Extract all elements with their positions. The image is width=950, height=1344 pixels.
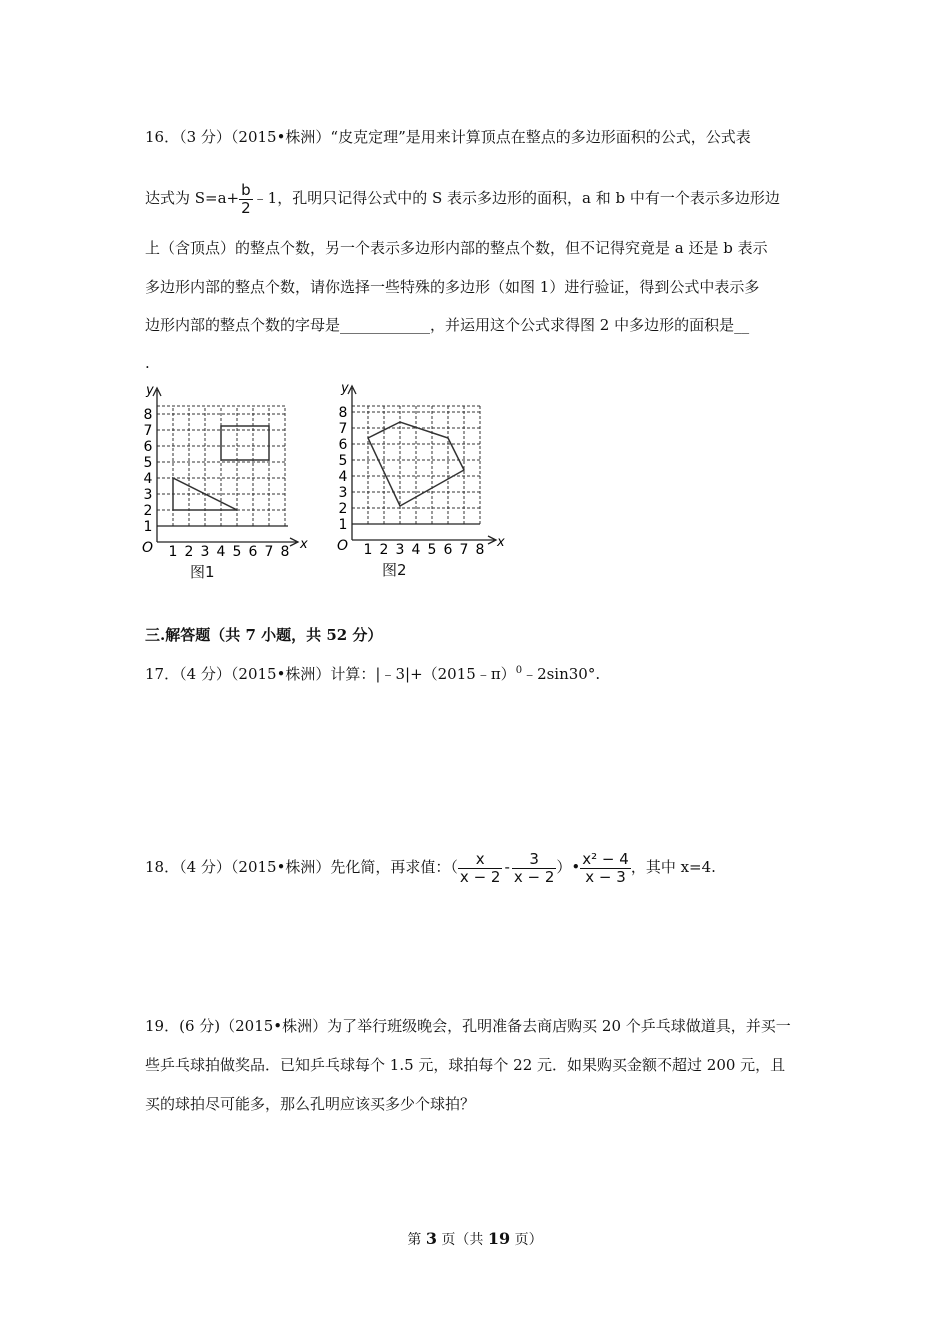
q16-line2-pre: 达式为 S=a+ (145, 189, 240, 207)
footer-mid: 页（共 (436, 1232, 488, 1248)
fraction-numerator: b (239, 182, 253, 200)
fig1-y-tick: 1 (143, 519, 153, 535)
fig1-y-tick: 7 (143, 423, 153, 439)
q17-exponent: 0 (515, 665, 523, 676)
fig2-y-tick: 1 (338, 517, 348, 533)
q17-pre: 17．（4 分）（2015•株洲）计算：|﹣3|+（2015﹣π） (145, 665, 516, 683)
q16-line1: 16．（3 分）（2015•株洲）“皮克定理”是用来计算顶点在整点的多边形面积的公式，公式表 (145, 128, 751, 146)
footer-post: 页） (510, 1232, 543, 1248)
q16-line6: . (145, 354, 150, 372)
page-footer (0, 1229, 950, 1249)
q17-post: ﹣2sin30°. (522, 665, 601, 683)
fraction-denominator: x − 3 (585, 867, 626, 886)
figure-1-grid (138, 380, 308, 560)
fig2-x-tick: 5 (427, 542, 437, 558)
q16-line2-post: ﹣1，孔明只记得公式中的 S 表示多边形的面积，a 和 b 中有一个表示多边形边 (252, 189, 780, 207)
q17-line (145, 661, 600, 684)
q16-line4: 多边形内部的整点个数，请你选择一些特殊的多边形（如图 1）进行验证，得到公式中表示多 (145, 278, 760, 296)
q16-line5: 边形内部的整点个数的字母是____________，并运用这个公式求得图 2 中多边形的面积是__ (145, 316, 750, 334)
q18-post: ，其中 x=4. (630, 858, 716, 876)
fraction-numerator: 3 (512, 851, 557, 869)
fraction-numerator: x (458, 851, 503, 869)
q16-line2 (145, 176, 780, 220)
fraction-b-over-2 (239, 182, 253, 217)
fig1-x-tick: 6 (248, 544, 258, 560)
footer-page-number: 3 (425, 1229, 437, 1248)
section-3-title: 三.解答题（共 7 小题，共 52 分） (145, 626, 383, 644)
fig1-y-tick: 2 (143, 503, 153, 519)
fig2-x-tick: 4 (411, 542, 421, 558)
q18-fraction-2 (512, 851, 557, 886)
fig1-x-tick: 2 (184, 544, 194, 560)
fig1-origin: O (142, 540, 154, 556)
fig1-x-tick: 3 (200, 544, 210, 560)
fig2-y-tick: 3 (338, 485, 348, 501)
figure-2-caption: 图2 (382, 561, 407, 579)
fig1-x-tick: 8 (280, 544, 290, 560)
fig1-x-tick: 1 (168, 544, 178, 560)
q16-line3: 上（含顶点）的整点个数，另一个表示多边形内部的整点个数，但不记得究竟是 a 还是 b 表示 (145, 239, 768, 257)
q18-minus: - (504, 858, 510, 876)
fig1-y-tick: 6 (143, 439, 153, 455)
fig2-x-tick: 3 (395, 542, 405, 558)
fig2-y-tick: 2 (338, 501, 348, 517)
q19-line1: 19．(6 分)（2015•株洲）为了举行班级晚会，孔明准备去商店购买 20 个乒乓球做道具，并买一 (145, 1017, 791, 1035)
fig1-y-tick: 5 (143, 455, 153, 471)
fig2-y-label: y (341, 381, 349, 396)
fig2-y-tick: 6 (338, 437, 348, 453)
fraction-denominator: x − 2 (459, 867, 501, 886)
fig1-x-tick: 5 (232, 544, 242, 560)
fig1-y-tick: 8 (143, 407, 153, 423)
footer-pre: 第 (407, 1232, 426, 1248)
fig2-x-tick: 8 (475, 542, 485, 558)
q18-fraction-1 (458, 851, 503, 886)
footer-total-pages: 19 (487, 1229, 511, 1248)
q18-line (145, 845, 716, 889)
fig2-x-tick: 7 (459, 542, 469, 558)
fig2-y-tick: 7 (338, 421, 348, 437)
fig2-y-tick: 4 (338, 469, 348, 485)
figure-2-grid (334, 378, 509, 558)
fig1-y-tick: 3 (143, 487, 153, 503)
fig2-x-tick: 6 (443, 542, 453, 558)
q19-line3: 买的球拍尽可能多，那么孔明应该买多少个球拍？ (145, 1095, 476, 1113)
fig2-origin: O (337, 538, 349, 554)
q18-fraction-3 (580, 851, 631, 886)
q18-close: ）• (556, 858, 581, 876)
fig1-x-tick: 4 (216, 544, 226, 560)
fig1-y-tick: 4 (143, 471, 153, 487)
fraction-denominator: 2 (241, 198, 251, 217)
fig1-x-label: x (300, 537, 308, 552)
fig1-y-label: y (146, 383, 154, 398)
q18-pre: 18．（4 分）（2015•株洲）先化简，再求值：（ (145, 858, 458, 876)
fig2-x-tick: 2 (379, 542, 389, 558)
fig2-x-label: x (497, 535, 505, 550)
fig2-x-tick: 1 (363, 542, 373, 558)
fraction-numerator: x² − 4 (582, 849, 629, 868)
fig1-rectangle (221, 426, 269, 460)
fraction-denominator: x − 2 (513, 867, 555, 886)
figure-1-caption: 图1 (190, 563, 215, 581)
fig1-x-tick: 7 (264, 544, 274, 560)
q19-line2: 些乒乓球拍做奖品．已知乒乓球每个 1.5 元，球拍每个 22 元．如果购买金额不超过 200 元，且 (145, 1056, 786, 1074)
fig2-y-tick: 8 (338, 405, 348, 421)
fig2-y-tick: 5 (338, 453, 348, 469)
